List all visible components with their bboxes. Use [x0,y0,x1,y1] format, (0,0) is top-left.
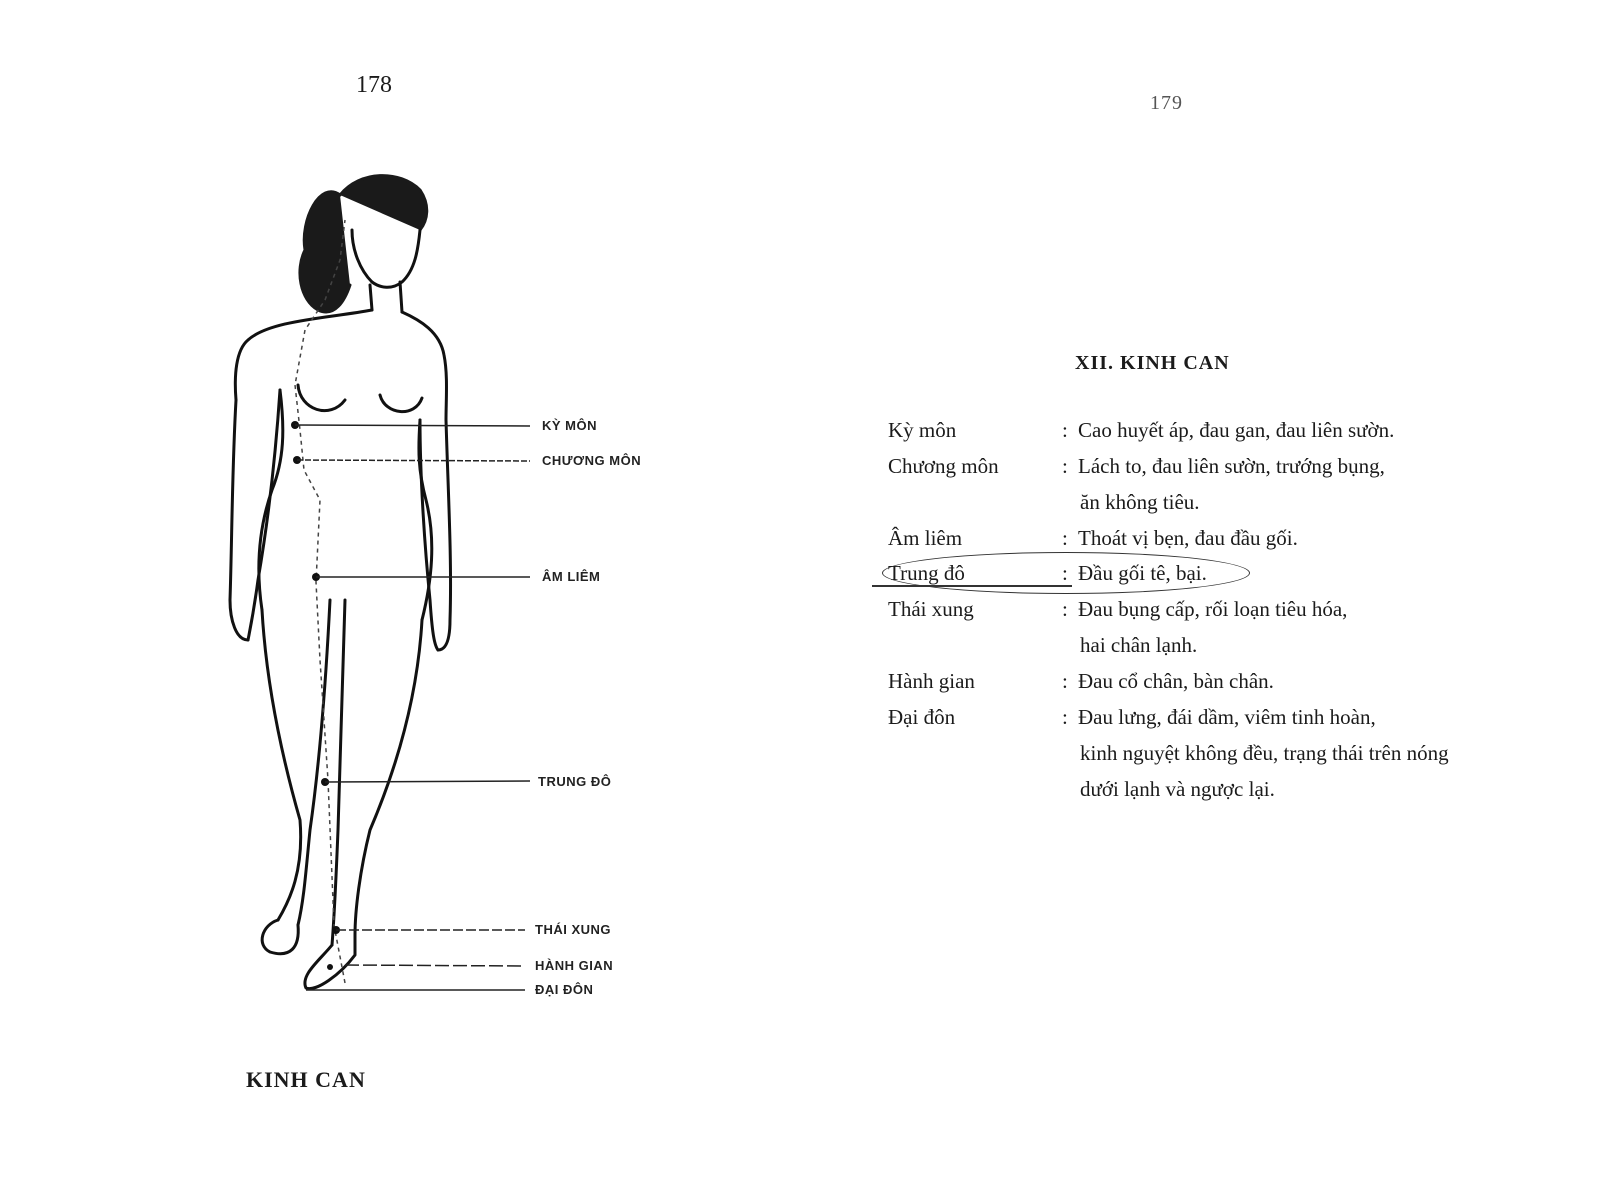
label-hanh-gian: HÀNH GIAN [535,958,614,973]
point-text-dai-don-cont-2: dưới lạnh và ngược lại. [1080,777,1275,801]
point-labels [535,418,641,997]
point-name-ky-mon: Kỳ môn [888,418,957,442]
point-name-chuong-mon: Chương môn [888,454,999,478]
point-name-thai-xung: Thái xung [888,597,974,621]
page-number-right: 179 [1150,92,1183,114]
section-title: XII. KINH CAN [1075,352,1230,374]
separator: : [1062,418,1068,442]
point-text-am-liem: Thoát vị bẹn, đau đầu gối. [1078,526,1298,550]
label-thai-xung: THÁI XUNG [535,922,611,937]
body-outline [230,176,451,989]
point-name-dai-don: Đại đôn [888,705,956,729]
point-text-dai-don: Đau lưng, đái dầm, viêm tinh hoàn, [1078,705,1376,729]
leader-lines [295,425,530,990]
point-text-chuong-mon-cont: ăn không tiêu. [1080,490,1200,514]
label-dai-don: ĐẠI ĐÔN [535,982,594,997]
separator: : [1062,669,1068,693]
point-name-trung-do: Trung đô [888,561,965,585]
point-text-dai-don-cont-1: kinh nguyệt không đều, trạng thái trên nóng [1080,741,1449,765]
point-text-hanh-gian: Đau cổ chân, bàn chân. [1078,669,1274,693]
separator: : [1062,561,1068,585]
label-trung-do: TRUNG ĐÔ [538,774,612,789]
point-name-am-liem: Âm liêm [888,526,963,550]
page-number-left: 178 [356,72,392,98]
point-text-chuong-mon: Lách to, đau liên sườn, trướng bụng, [1078,454,1385,478]
point-name-hanh-gian: Hành gian [888,669,975,693]
point-text-ky-mon: Cao huyết áp, đau gan, đau liên sườn. [1078,418,1395,442]
point-text-thai-xung-cont: hai chân lạnh. [1080,633,1198,657]
separator: : [1062,597,1068,621]
label-am-liem: ÂM LIÊM [542,569,601,584]
figure-caption: KINH CAN [246,1067,366,1092]
point-text-trung-do: Đầu gối tê, bại. [1078,561,1207,585]
label-chuong-mon: CHƯƠNG MÔN [542,453,642,468]
separator: : [1062,454,1068,478]
separator: : [1062,705,1068,729]
separator: : [1062,526,1068,550]
point-text-thai-xung: Đau bụng cấp, rối loạn tiêu hóa, [1078,597,1348,621]
label-ky-mon: KỲ MÔN [542,418,597,433]
